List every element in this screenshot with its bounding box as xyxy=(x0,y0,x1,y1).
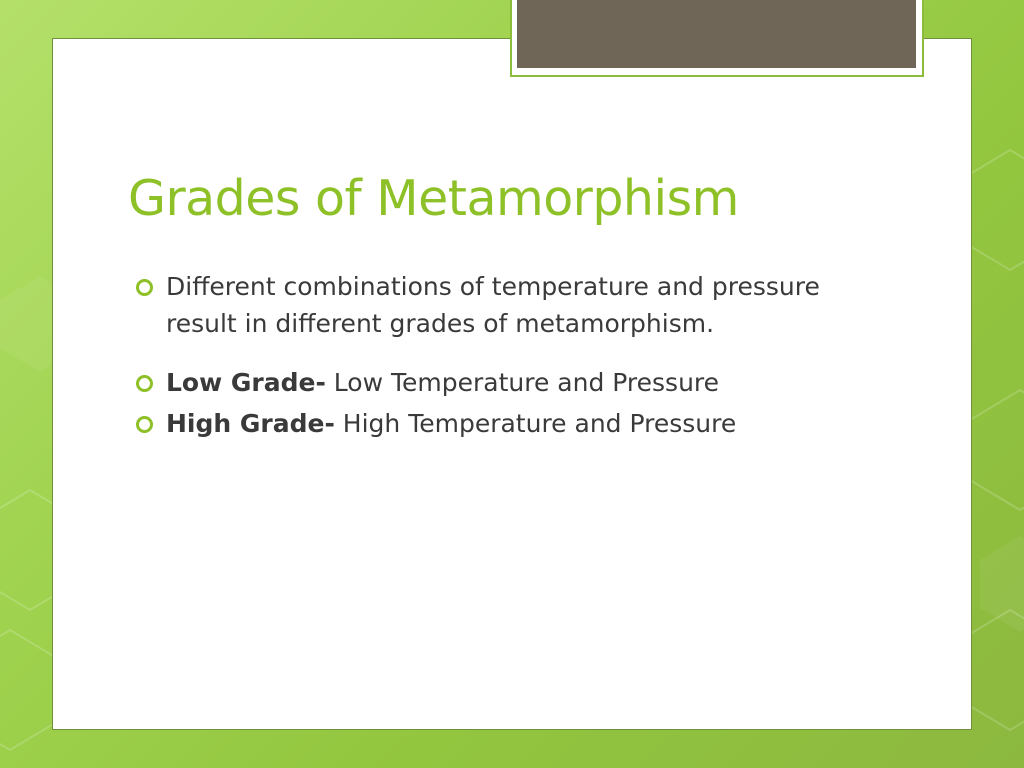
bullet-item xyxy=(136,268,896,342)
bullet-term: High Grade- xyxy=(166,409,335,438)
bullet-text: Different combinations of temperature and pressure result in different grades of metamorphism. xyxy=(166,272,820,338)
bullet-term: Low Grade- xyxy=(166,368,326,397)
ring-bullet-icon xyxy=(136,416,153,433)
bullet-text: High Temperature and Pressure xyxy=(334,409,737,438)
ring-bullet-icon xyxy=(136,279,153,296)
ring-bullet-icon xyxy=(136,375,153,392)
slide-title: Grades of Metamorphism xyxy=(128,170,739,227)
bullet-item xyxy=(136,405,896,442)
header-accent-block xyxy=(517,0,916,68)
bullet-item xyxy=(136,364,896,401)
bullet-list xyxy=(136,268,896,442)
bullet-text: Low Temperature and Pressure xyxy=(325,368,720,397)
